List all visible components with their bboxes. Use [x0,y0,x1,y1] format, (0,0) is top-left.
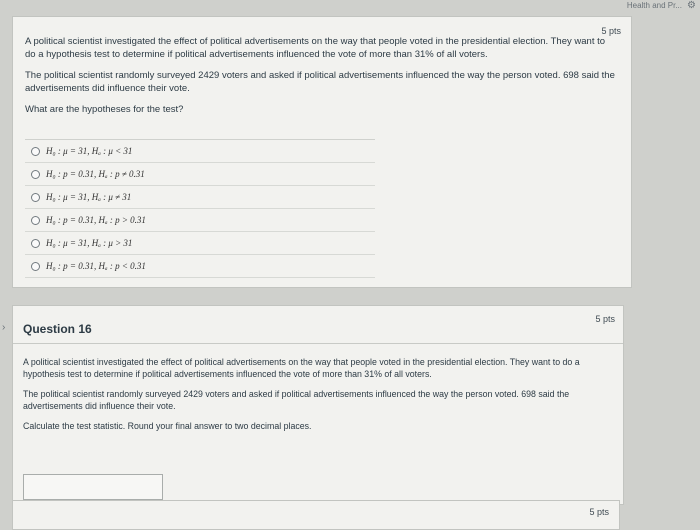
answer-label: H₀ : μ = 31, Hₐ : μ ≠ 31 [46,192,132,202]
question-prompt [25,35,615,124]
radio-button[interactable] [31,147,40,156]
question-points: 5 pts [601,26,621,36]
radio-button[interactable] [31,216,40,225]
answer-option[interactable] [25,186,375,209]
answer-option[interactable] [25,209,375,232]
answer-label: H₀ : μ = 31, Hₐ : μ < 31 [46,146,133,156]
answer-label: H₀ : μ = 31, Hₐ : μ > 31 [46,238,133,248]
question-points: 5 pts [589,507,609,517]
answer-label: H₀ : p = 0.31, Hₐ : p ≠ 0.31 [46,169,145,179]
gear-icon[interactable]: ⚙ [687,0,696,11]
prompt-paragraph: A political scientist investigated the effect of political advertisements on the way that people voted in the presidential election. They want to do a hypothesis test to determine if political advertisements influenced the vote of more than 31% of all voters. [23,357,580,379]
question-title: Question 16 [23,322,92,336]
prompt-paragraph: The political scientist randomly surveyed 2429 voters and asked if political advertisements influenced the way the person voted. 698 said the advertisements did influence their vote. [23,389,570,411]
topbar [580,0,700,14]
answer-option[interactable] [25,163,375,186]
instruction-text: Calculate the test statistic. Round your final answer to two decimal places. [23,421,312,431]
radio-button[interactable] [31,239,40,248]
answer-input[interactable] [23,474,163,500]
question-16-card [12,305,624,505]
radio-button[interactable] [31,193,40,202]
answer-option[interactable] [25,255,375,278]
question-header [13,306,623,344]
question-points: 5 pts [595,314,615,324]
prompt-paragraph: A political scientist investigated the effect of political advertisements on the way that people voted in the presidential election. They want to do a hypothesis test to determine if political advertisements influenced the vote of more than 31% of all voters. [25,36,606,60]
radio-button[interactable] [31,262,40,271]
question-text: What are the hypotheses for the test? [25,104,184,115]
answer-label: H₀ : p = 0.31, Hₐ : p > 0.31 [46,215,146,225]
answer-option[interactable] [25,232,375,255]
answer-option[interactable] [25,140,375,163]
prompt-paragraph: The political scientist randomly surveyed 2429 voters and asked if political advertisements influenced the way the person voted. 698 said the advertisements did influence their vote. [25,70,615,94]
answer-list [25,139,375,278]
radio-button[interactable] [31,170,40,179]
answer-label: H₀ : p = 0.31, Hₐ : p < 0.31 [46,261,146,271]
chevron-right-icon: › [2,322,6,333]
question-prompt [23,356,613,440]
question-15-card [12,16,632,288]
course-link[interactable]: Health and Pr... [626,1,682,10]
